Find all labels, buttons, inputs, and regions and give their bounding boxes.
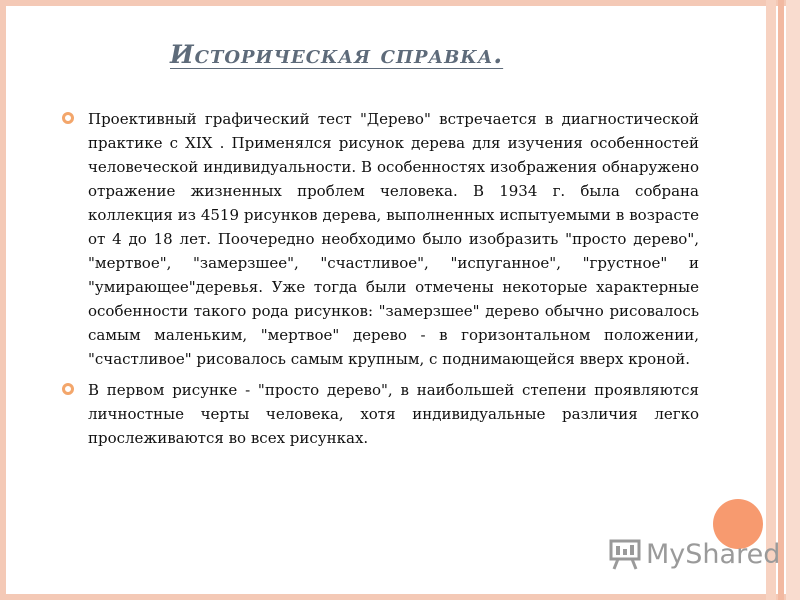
slide-frame-top [0,0,800,6]
slide-title: Историческая справка. [170,40,504,69]
bullet-paragraph [58,107,699,371]
paragraph-text: Проективный графический тест "Дерево" встречается в диагностической практике с XIX . Применялся рисунок дерева для изучения особенностей человеческой индивидуальности. В особенностях изображения обнаружено отражение жизненных проблем человека. В 1934 г. была собрана коллекция из 4519 рисунков дерева, выполненных испытуемыми в возрасте от 4 до 18 лет. Поочередно необходимо было изобразить "просто дерево", "мертвое", "замерзшее", "счастливое", "испуганное", "грустное" и "умирающее"деревья. Уже тогда были отмечены некоторые характерные особенности такого рода рисунков: "замерзшее" дерево обычно рисовалось самым маленьким, "мертвое" дерево - в горизонтальном положении, "счастливое" рисовалось самым крупным, с поднимающейся вверх кроной. [88,110,699,368]
decorative-stripe [778,0,784,600]
decorative-stripe [766,0,776,600]
watermark-text: MyShared [646,538,781,570]
paragraph-text: В первом рисунке - "просто дерево", в наибольшей степени проявляются личностные черты человека, хотя индивидуальные различия легко прослеживаются во всех рисунках. [88,381,699,447]
decorative-stripe [786,0,800,600]
slide-body [58,107,699,457]
bullet-paragraph [58,378,699,450]
slide-frame-left [0,0,6,600]
myshared-watermark [608,536,780,572]
slide-frame-bottom [0,594,800,600]
bullet-ring-icon [62,112,74,124]
presentation-board-icon [608,537,642,571]
bullet-ring-icon [62,383,74,395]
